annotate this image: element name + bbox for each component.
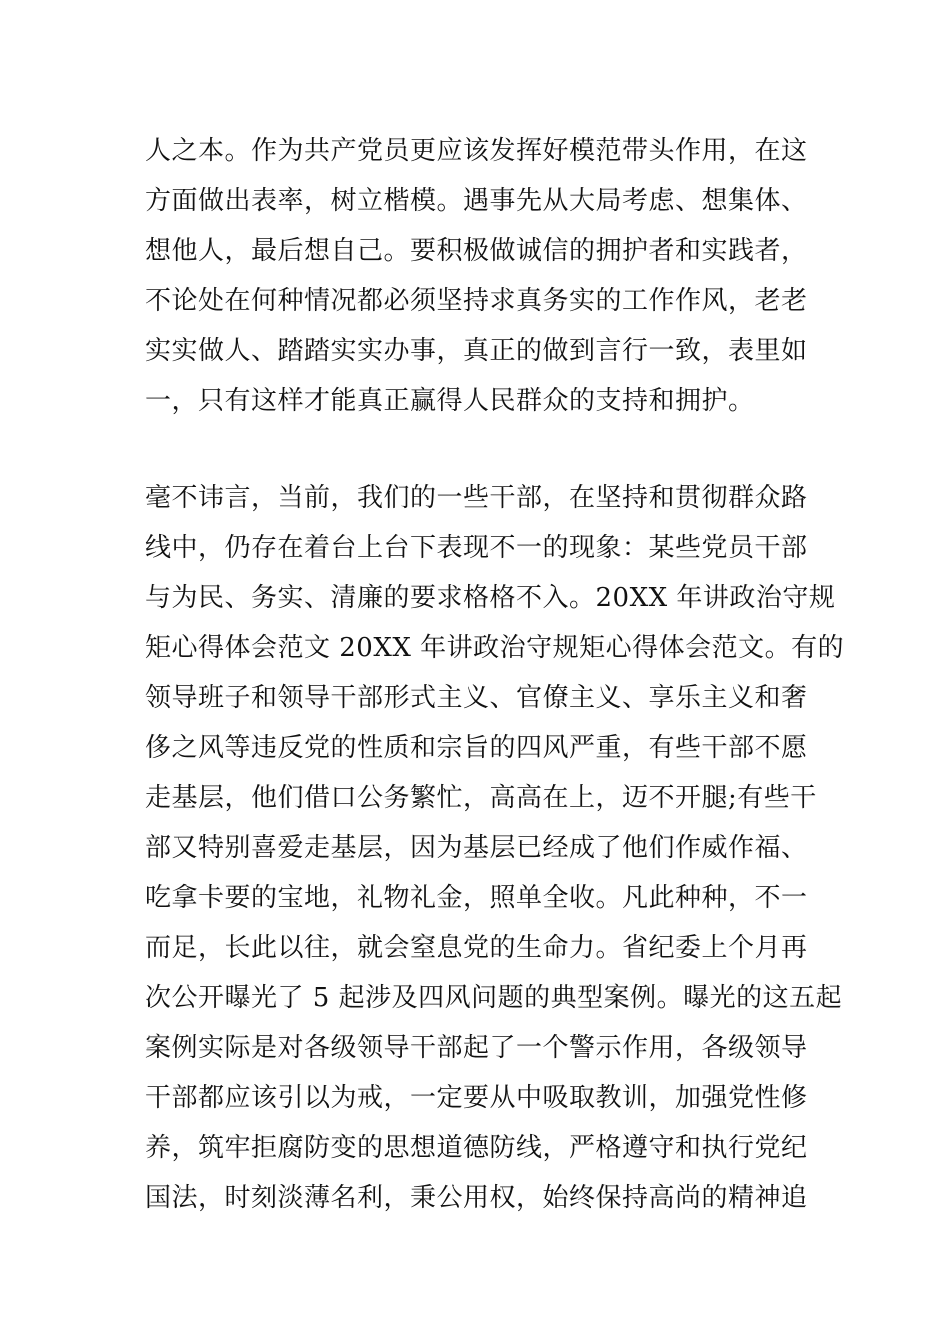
paragraph-2-line-7: 走基层，他们借口公务繁忙，高高在上，迈不开腿;有些干 bbox=[145, 783, 817, 813]
paragraph-1-line-2: 方面做出表率，树立楷模。遇事先从大局考虑、想集体、 bbox=[145, 186, 808, 216]
paragraph-2-line-11: 次公开曝光了 5 起涉及四风问题的典型案例。曝光的这五起 bbox=[145, 983, 843, 1013]
paragraph-2-line-14: 养，筑牢拒腐防变的思想道德防线，严格遵守和执行党纪 bbox=[145, 1133, 808, 1163]
paragraph-2-line-12: 案例实际是对各级领导干部起了一个警示作用，各级领导 bbox=[145, 1033, 808, 1063]
paragraph-2-line-1: 毫不讳言，当前，我们的一些干部，在坚持和贯彻群众路 bbox=[145, 483, 808, 513]
paragraph-2-line-8: 部又特别喜爱走基层，因为基层已经成了他们作威作福、 bbox=[145, 833, 808, 863]
paragraph-2-line-13: 干部都应该引以为戒，一定要从中吸取教训，加强党性修 bbox=[145, 1083, 808, 1113]
paragraph-1-line-3: 想他人，最后想自己。要积极做诚信的拥护者和实践者， bbox=[145, 236, 808, 266]
paragraph-1-line-5: 实实做人、踏踏实实办事，真正的做到言行一致，表里如 bbox=[145, 336, 808, 366]
paragraph-2-line-4: 矩心得体会范文 20XX 年讲政治守规矩心得体会范文。有的 bbox=[145, 633, 845, 663]
paragraph-1-line-6: 一，只有这样才能真正赢得人民群众的支持和拥护。 bbox=[145, 386, 755, 416]
paragraph-2-line-6: 侈之风等违反党的性质和宗旨的四风严重，有些干部不愿 bbox=[145, 733, 808, 763]
paragraph-2-line-5: 领导班子和领导干部形式主义、官僚主义、享乐主义和奢 bbox=[145, 683, 808, 713]
paragraph-1-line-4: 不论处在何种情况都必须坚持求真务实的工作作风，老老 bbox=[145, 286, 808, 316]
paragraph-2-line-3: 与为民、务实、清廉的要求格格不入。20XX 年讲政治守规 bbox=[145, 583, 836, 613]
paragraph-2-line-2: 线中，仍存在着台上台下表现不一的现象：某些党员干部 bbox=[145, 533, 808, 563]
paragraph-1-line-1: 人之本。作为共产党员更应该发挥好模范带头作用，在这 bbox=[145, 136, 808, 166]
paragraph-2-line-10: 而足，长此以往，就会窒息党的生命力。省纪委上个月再 bbox=[145, 933, 808, 963]
paragraph-2-line-9: 吃拿卡要的宝地，礼物礼金，照单全收。凡此种种，不一 bbox=[145, 883, 808, 913]
paragraph-2-line-15: 国法，时刻淡薄名利，秉公用权，始终保持高尚的精神追 bbox=[145, 1183, 808, 1213]
